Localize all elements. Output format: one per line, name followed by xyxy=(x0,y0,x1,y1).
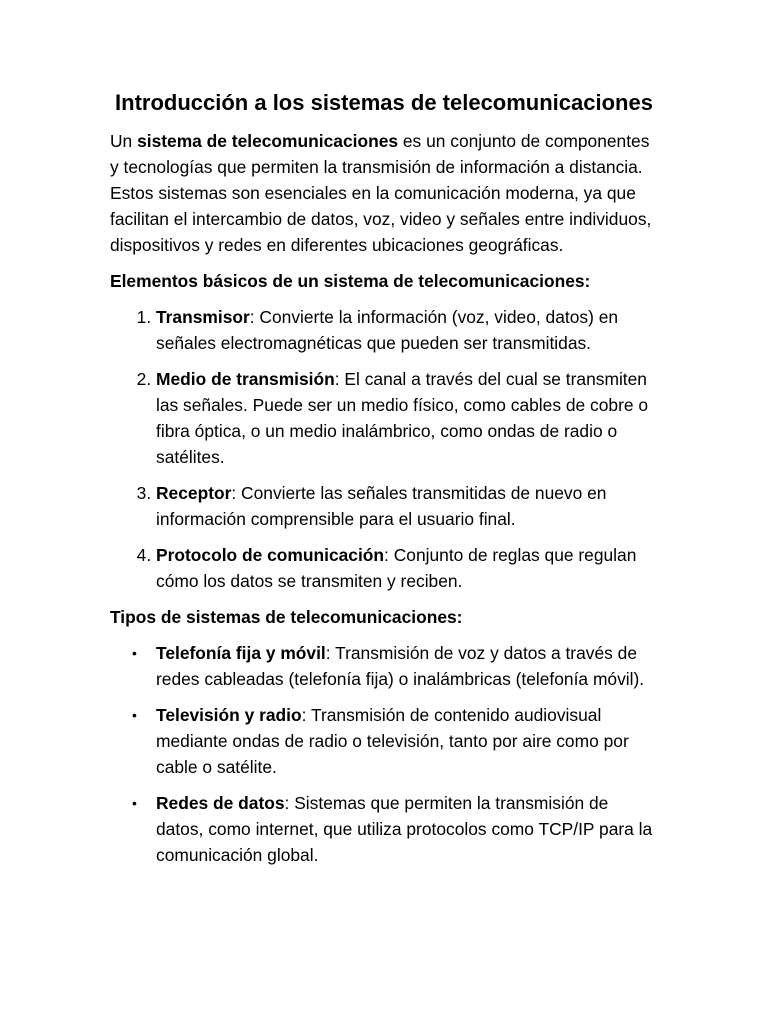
intro-paragraph xyxy=(110,128,658,258)
types-list xyxy=(110,640,658,868)
elements-heading: Elementos básicos de un sistema de telecomunicaciones: xyxy=(110,271,591,291)
list-item-term: Redes de datos xyxy=(156,793,285,813)
intro-bold-term: sistema de telecomunicaciones xyxy=(137,131,399,151)
list-item-term: Transmisor xyxy=(156,307,250,327)
list-item xyxy=(156,366,658,470)
bullet-icon: • xyxy=(132,795,137,811)
list-item xyxy=(132,790,658,868)
document-title: Introducción a los sistemas de telecomunicaciones xyxy=(115,90,653,115)
elements-list xyxy=(110,304,658,594)
list-item-text: : El canal a través del cual se transmiten las señales. Puede ser un medio físico, como cables de cobre o fibra óptica, o un medio inalámbrico, como ondas de radio o satélites. xyxy=(156,369,649,467)
list-item xyxy=(156,542,658,594)
list-item-text: : Sistemas que permiten la transmisión de datos, como internet, que utiliza protocolos como TCP/IP para la comunicación global. xyxy=(156,793,653,865)
list-item-text: : Transmisión de voz y datos a través de redes cableadas (telefonía fija) o inalámbricas (telefonía móvil). xyxy=(156,643,645,689)
list-item xyxy=(132,640,658,692)
types-heading: Tipos de sistemas de telecomunicaciones: xyxy=(110,607,463,627)
list-item xyxy=(156,304,658,356)
list-item xyxy=(132,702,658,780)
list-item-term: Medio de transmisión xyxy=(156,369,335,389)
bullet-icon: • xyxy=(132,645,137,661)
list-item-term: Receptor xyxy=(156,483,232,503)
list-item-text: : Conjunto de reglas que regulan cómo los datos se transmiten y reciben. xyxy=(156,545,637,591)
bullet-icon: • xyxy=(132,707,137,723)
list-item-term: Telefonía fija y móvil xyxy=(156,643,326,663)
list-item-text: : Convierte las señales transmitidas de nuevo en información comprensible para el usuario final. xyxy=(156,483,607,529)
intro-rest: es un conjunto de componentes y tecnologías que permiten la transmisión de información a distancia. Estos sistemas son esenciales en la comunicación moderna, ya que facilitan el intercambio de datos, voz, video y señales entre individuos, dispositivos y redes en diferentes ubicaciones geográficas. xyxy=(110,131,652,255)
list-item xyxy=(156,480,658,532)
intro-lead: Un xyxy=(110,131,138,151)
list-item-term: Protocolo de comunicación xyxy=(156,545,385,565)
list-item-text: : Convierte la información (voz, video, datos) en señales electromagnéticas que pueden ser transmitidas. xyxy=(156,307,619,353)
list-item-term: Televisión y radio xyxy=(156,705,302,725)
list-item-text: : Transmisión de contenido audiovisual mediante ondas de radio o televisión, tanto por aire como por cable o satélite. xyxy=(156,705,629,777)
